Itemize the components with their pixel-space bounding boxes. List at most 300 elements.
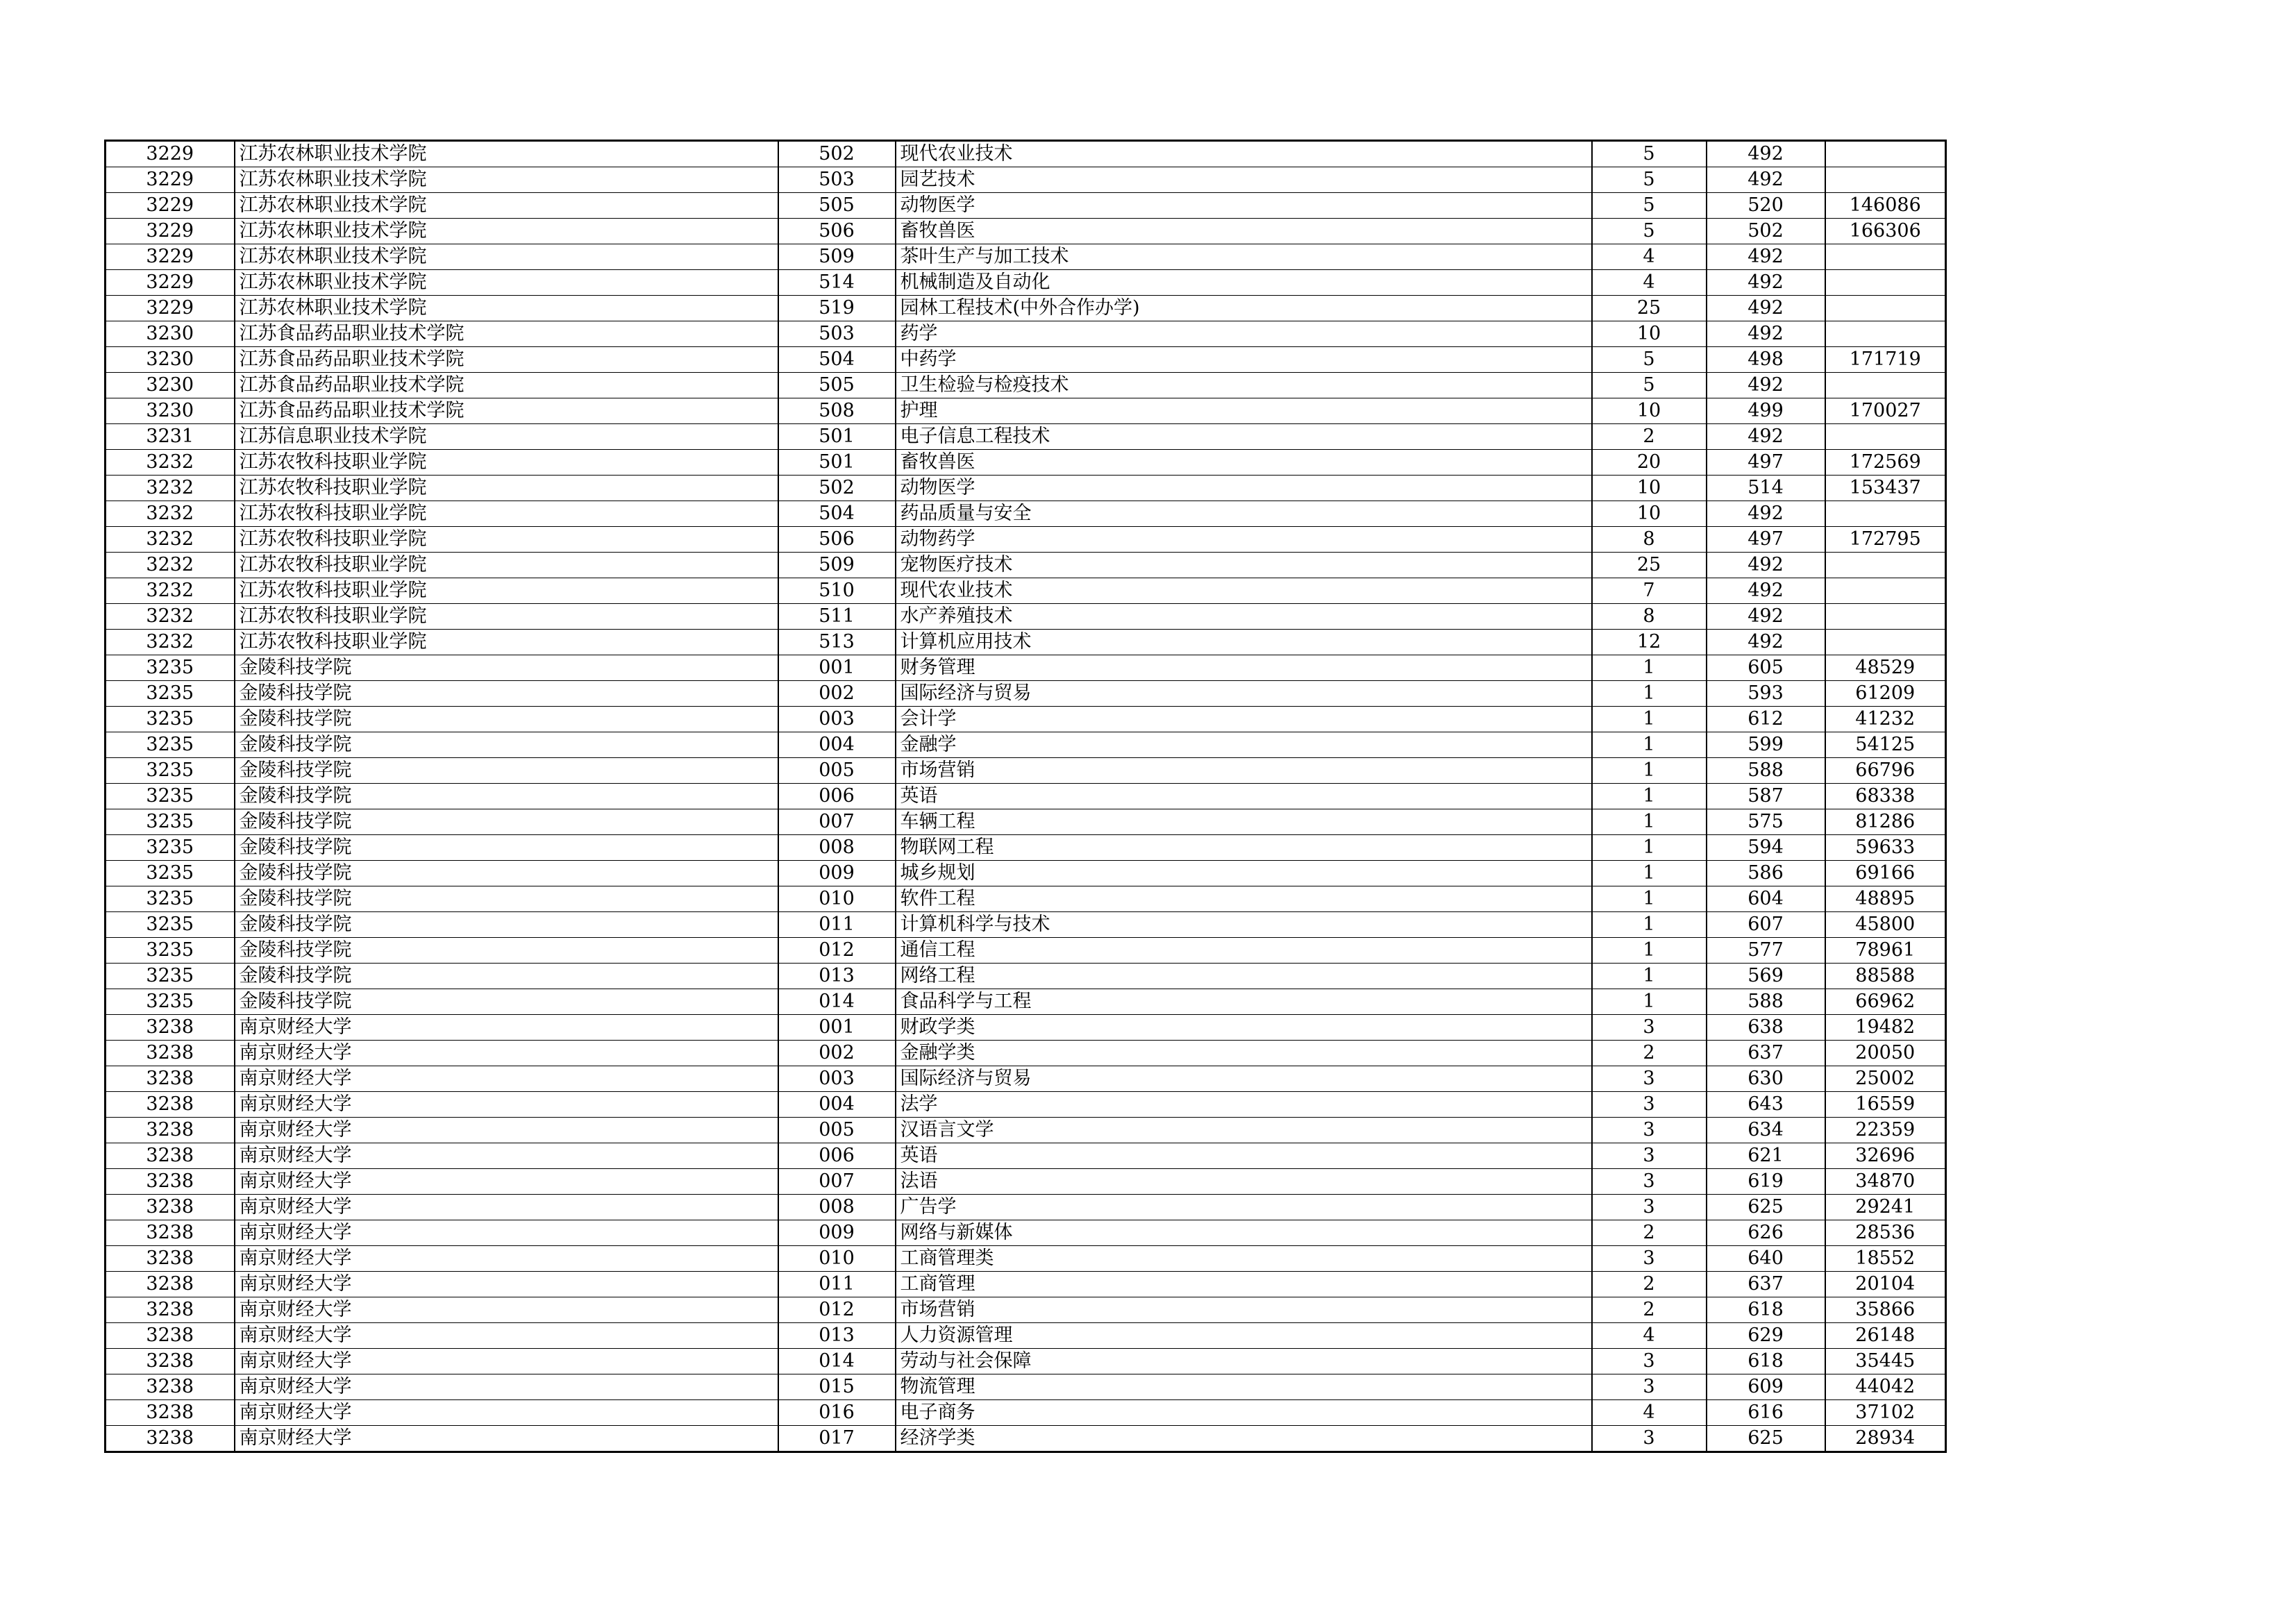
school-name-cell: 南京财经大学 — [235, 1015, 778, 1041]
table-row — [106, 347, 1946, 373]
rank-cell: 68338 — [1825, 784, 1946, 809]
major-name-cell: 工商管理类 — [896, 1246, 1592, 1272]
min-score-cell: 599 — [1707, 732, 1825, 758]
plan-count-cell: 5 — [1592, 167, 1707, 193]
school-code-cell: 3230 — [106, 373, 235, 398]
school-code-cell: 3238 — [106, 1246, 235, 1272]
min-score-cell: 618 — [1707, 1349, 1825, 1374]
rank-cell: 16559 — [1825, 1092, 1946, 1118]
major-name-cell: 金融学类 — [896, 1041, 1592, 1066]
major-code-cell: 519 — [778, 296, 896, 321]
school-code-cell: 3229 — [106, 219, 235, 244]
school-code-cell: 3238 — [106, 1272, 235, 1297]
rank-cell: 22359 — [1825, 1118, 1946, 1143]
min-score-cell: 499 — [1707, 398, 1825, 424]
school-code-cell: 3229 — [106, 193, 235, 219]
min-score-cell: 621 — [1707, 1143, 1825, 1169]
plan-count-cell: 20 — [1592, 450, 1707, 476]
plan-count-cell: 3 — [1592, 1092, 1707, 1118]
school-name-cell: 江苏农牧科技职业学院 — [235, 476, 778, 501]
plan-count-cell: 3 — [1592, 1246, 1707, 1272]
major-name-cell: 护理 — [896, 398, 1592, 424]
major-name-cell: 药品质量与安全 — [896, 501, 1592, 527]
school-name-cell: 江苏农牧科技职业学院 — [235, 450, 778, 476]
major-code-cell: 502 — [778, 476, 896, 501]
min-score-cell: 577 — [1707, 938, 1825, 964]
major-name-cell: 畜牧兽医 — [896, 450, 1592, 476]
school-name-cell: 南京财经大学 — [235, 1272, 778, 1297]
major-code-cell: 001 — [778, 655, 896, 681]
school-code-cell: 3238 — [106, 1066, 235, 1092]
table-row — [106, 424, 1946, 450]
min-score-cell: 634 — [1707, 1118, 1825, 1143]
rank-cell: 48529 — [1825, 655, 1946, 681]
rank-cell: 61209 — [1825, 681, 1946, 707]
plan-count-cell: 3 — [1592, 1118, 1707, 1143]
school-code-cell: 3238 — [106, 1400, 235, 1426]
school-code-cell: 3238 — [106, 1297, 235, 1323]
major-name-cell: 工商管理 — [896, 1272, 1592, 1297]
major-name-cell: 人力资源管理 — [896, 1323, 1592, 1349]
school-name-cell: 金陵科技学院 — [235, 964, 778, 989]
school-name-cell: 江苏农牧科技职业学院 — [235, 630, 778, 655]
school-name-cell: 江苏农林职业技术学院 — [235, 167, 778, 193]
plan-count-cell: 25 — [1592, 296, 1707, 321]
school-name-cell: 南京财经大学 — [235, 1246, 778, 1272]
plan-count-cell: 2 — [1592, 1272, 1707, 1297]
min-score-cell: 498 — [1707, 347, 1825, 373]
school-name-cell: 金陵科技学院 — [235, 707, 778, 732]
school-code-cell: 3232 — [106, 476, 235, 501]
table-row — [106, 527, 1946, 553]
min-score-cell: 492 — [1707, 553, 1825, 578]
plan-count-cell: 1 — [1592, 964, 1707, 989]
min-score-cell: 514 — [1707, 476, 1825, 501]
school-name-cell: 江苏农牧科技职业学院 — [235, 527, 778, 553]
school-code-cell: 3232 — [106, 450, 235, 476]
school-name-cell: 南京财经大学 — [235, 1195, 778, 1220]
school-code-cell: 3235 — [106, 758, 235, 784]
rank-cell: 171719 — [1825, 347, 1946, 373]
table-row — [106, 1041, 1946, 1066]
school-code-cell: 3229 — [106, 296, 235, 321]
major-name-cell: 动物医学 — [896, 193, 1592, 219]
table-row — [106, 861, 1946, 886]
table-row — [106, 989, 1946, 1015]
major-code-cell: 010 — [778, 886, 896, 912]
min-score-cell: 492 — [1707, 141, 1825, 167]
rank-cell: 18552 — [1825, 1246, 1946, 1272]
major-name-cell: 动物医学 — [896, 476, 1592, 501]
rank-cell: 170027 — [1825, 398, 1946, 424]
plan-count-cell: 5 — [1592, 193, 1707, 219]
min-score-cell: 625 — [1707, 1195, 1825, 1220]
rank-cell: 172569 — [1825, 450, 1946, 476]
school-name-cell: 南京财经大学 — [235, 1220, 778, 1246]
school-code-cell: 3235 — [106, 732, 235, 758]
school-code-cell: 3238 — [106, 1323, 235, 1349]
min-score-cell: 626 — [1707, 1220, 1825, 1246]
table-row — [106, 1400, 1946, 1426]
major-code-cell: 506 — [778, 527, 896, 553]
plan-count-cell: 1 — [1592, 809, 1707, 835]
min-score-cell: 586 — [1707, 861, 1825, 886]
major-code-cell: 017 — [778, 1426, 896, 1452]
plan-count-cell: 1 — [1592, 732, 1707, 758]
table-row — [106, 912, 1946, 938]
min-score-cell: 607 — [1707, 912, 1825, 938]
table-row — [106, 886, 1946, 912]
major-name-cell: 物流管理 — [896, 1374, 1592, 1400]
school-name-cell: 南京财经大学 — [235, 1426, 778, 1452]
plan-count-cell: 5 — [1592, 347, 1707, 373]
major-code-cell: 513 — [778, 630, 896, 655]
school-code-cell: 3235 — [106, 655, 235, 681]
school-code-cell: 3238 — [106, 1118, 235, 1143]
min-score-cell: 588 — [1707, 989, 1825, 1015]
min-score-cell: 587 — [1707, 784, 1825, 809]
table-row — [106, 681, 1946, 707]
school-name-cell: 南京财经大学 — [235, 1400, 778, 1426]
table-row — [106, 1195, 1946, 1220]
major-name-cell: 广告学 — [896, 1195, 1592, 1220]
plan-count-cell: 8 — [1592, 604, 1707, 630]
rank-cell: 78961 — [1825, 938, 1946, 964]
min-score-cell: 593 — [1707, 681, 1825, 707]
school-name-cell: 金陵科技学院 — [235, 835, 778, 861]
table-row — [106, 1323, 1946, 1349]
rank-cell: 172795 — [1825, 527, 1946, 553]
rank-cell: 48895 — [1825, 886, 1946, 912]
table-row — [106, 1169, 1946, 1195]
major-name-cell: 物联网工程 — [896, 835, 1592, 861]
plan-count-cell: 4 — [1592, 244, 1707, 270]
table-row — [106, 193, 1946, 219]
major-name-cell: 经济学类 — [896, 1426, 1592, 1452]
table-row — [106, 1374, 1946, 1400]
min-score-cell: 643 — [1707, 1092, 1825, 1118]
school-code-cell: 3235 — [106, 964, 235, 989]
rank-cell: 66796 — [1825, 758, 1946, 784]
school-code-cell: 3232 — [106, 501, 235, 527]
rank-cell: 35445 — [1825, 1349, 1946, 1374]
school-name-cell: 南京财经大学 — [235, 1118, 778, 1143]
table-row — [106, 219, 1946, 244]
min-score-cell: 492 — [1707, 373, 1825, 398]
school-code-cell: 3238 — [106, 1195, 235, 1220]
school-name-cell: 南京财经大学 — [235, 1349, 778, 1374]
school-code-cell: 3238 — [106, 1169, 235, 1195]
rank-cell — [1825, 296, 1946, 321]
table-row — [106, 1349, 1946, 1374]
major-code-cell: 510 — [778, 578, 896, 604]
school-code-cell: 3235 — [106, 707, 235, 732]
major-code-cell: 505 — [778, 373, 896, 398]
min-score-cell: 497 — [1707, 450, 1825, 476]
major-name-cell: 法语 — [896, 1169, 1592, 1195]
min-score-cell: 520 — [1707, 193, 1825, 219]
min-score-cell: 497 — [1707, 527, 1825, 553]
plan-count-cell: 3 — [1592, 1349, 1707, 1374]
rank-cell: 45800 — [1825, 912, 1946, 938]
school-name-cell: 南京财经大学 — [235, 1374, 778, 1400]
table-row — [106, 964, 1946, 989]
plan-count-cell: 1 — [1592, 886, 1707, 912]
major-code-cell: 506 — [778, 219, 896, 244]
rank-cell: 28536 — [1825, 1220, 1946, 1246]
school-name-cell: 金陵科技学院 — [235, 758, 778, 784]
rank-cell: 44042 — [1825, 1374, 1946, 1400]
rank-cell — [1825, 373, 1946, 398]
min-score-cell: 492 — [1707, 321, 1825, 347]
school-code-cell: 3238 — [106, 1349, 235, 1374]
school-name-cell: 江苏食品药品职业技术学院 — [235, 398, 778, 424]
major-code-cell: 005 — [778, 758, 896, 784]
min-score-cell: 502 — [1707, 219, 1825, 244]
plan-count-cell: 3 — [1592, 1169, 1707, 1195]
school-name-cell: 金陵科技学院 — [235, 861, 778, 886]
admission-table — [104, 140, 1947, 1453]
major-code-cell: 003 — [778, 1066, 896, 1092]
rank-cell: 59633 — [1825, 835, 1946, 861]
table-row — [106, 655, 1946, 681]
rank-cell: 32696 — [1825, 1143, 1946, 1169]
school-name-cell: 江苏信息职业技术学院 — [235, 424, 778, 450]
rank-cell — [1825, 604, 1946, 630]
rank-cell: 153437 — [1825, 476, 1946, 501]
school-code-cell: 3231 — [106, 424, 235, 450]
rank-cell — [1825, 270, 1946, 296]
table-row — [106, 630, 1946, 655]
rank-cell — [1825, 321, 1946, 347]
school-code-cell: 3235 — [106, 912, 235, 938]
table-row — [106, 809, 1946, 835]
min-score-cell: 638 — [1707, 1015, 1825, 1041]
min-score-cell: 630 — [1707, 1066, 1825, 1092]
rank-cell: 26148 — [1825, 1323, 1946, 1349]
min-score-cell: 575 — [1707, 809, 1825, 835]
major-name-cell: 电子商务 — [896, 1400, 1592, 1426]
major-code-cell: 015 — [778, 1374, 896, 1400]
major-code-cell: 009 — [778, 861, 896, 886]
major-code-cell: 502 — [778, 141, 896, 167]
table-row — [106, 1118, 1946, 1143]
major-name-cell: 园艺技术 — [896, 167, 1592, 193]
table-row — [106, 938, 1946, 964]
major-code-cell: 509 — [778, 553, 896, 578]
plan-count-cell: 2 — [1592, 1297, 1707, 1323]
plan-count-cell: 1 — [1592, 912, 1707, 938]
min-score-cell: 640 — [1707, 1246, 1825, 1272]
table-row — [106, 732, 1946, 758]
school-name-cell: 江苏农林职业技术学院 — [235, 244, 778, 270]
school-code-cell: 3230 — [106, 347, 235, 373]
plan-count-cell: 3 — [1592, 1426, 1707, 1452]
major-name-cell: 法学 — [896, 1092, 1592, 1118]
table-row — [106, 578, 1946, 604]
min-score-cell: 594 — [1707, 835, 1825, 861]
major-name-cell: 网络与新媒体 — [896, 1220, 1592, 1246]
table-row — [106, 784, 1946, 809]
major-name-cell: 机械制造及自动化 — [896, 270, 1592, 296]
plan-count-cell: 2 — [1592, 1220, 1707, 1246]
major-code-cell: 006 — [778, 784, 896, 809]
table-row — [106, 244, 1946, 270]
min-score-cell: 605 — [1707, 655, 1825, 681]
major-code-cell: 011 — [778, 1272, 896, 1297]
plan-count-cell: 4 — [1592, 1400, 1707, 1426]
plan-count-cell: 1 — [1592, 784, 1707, 809]
table-row — [106, 141, 1946, 167]
major-code-cell: 007 — [778, 1169, 896, 1195]
major-name-cell: 计算机应用技术 — [896, 630, 1592, 655]
major-name-cell: 金融学 — [896, 732, 1592, 758]
plan-count-cell: 3 — [1592, 1015, 1707, 1041]
school-code-cell: 3230 — [106, 321, 235, 347]
table-row — [106, 1246, 1946, 1272]
major-name-cell: 财务管理 — [896, 655, 1592, 681]
major-code-cell: 013 — [778, 1323, 896, 1349]
school-code-cell: 3229 — [106, 244, 235, 270]
min-score-cell: 492 — [1707, 296, 1825, 321]
table-row — [106, 296, 1946, 321]
major-name-cell: 城乡规划 — [896, 861, 1592, 886]
school-name-cell: 江苏农林职业技术学院 — [235, 193, 778, 219]
rank-cell: 66962 — [1825, 989, 1946, 1015]
min-score-cell: 616 — [1707, 1400, 1825, 1426]
major-name-cell: 财政学类 — [896, 1015, 1592, 1041]
major-code-cell: 005 — [778, 1118, 896, 1143]
major-code-cell: 504 — [778, 347, 896, 373]
table-row — [106, 604, 1946, 630]
table-row — [106, 1297, 1946, 1323]
school-code-cell: 3232 — [106, 630, 235, 655]
major-code-cell: 514 — [778, 270, 896, 296]
school-name-cell: 金陵科技学院 — [235, 809, 778, 835]
major-name-cell: 现代农业技术 — [896, 141, 1592, 167]
rank-cell: 29241 — [1825, 1195, 1946, 1220]
major-name-cell: 网络工程 — [896, 964, 1592, 989]
school-name-cell: 江苏农牧科技职业学院 — [235, 578, 778, 604]
table-row — [106, 758, 1946, 784]
plan-count-cell: 2 — [1592, 424, 1707, 450]
plan-count-cell: 5 — [1592, 219, 1707, 244]
min-score-cell: 637 — [1707, 1041, 1825, 1066]
plan-count-cell: 2 — [1592, 1041, 1707, 1066]
min-score-cell: 619 — [1707, 1169, 1825, 1195]
major-name-cell: 中药学 — [896, 347, 1592, 373]
school-code-cell: 3230 — [106, 398, 235, 424]
major-name-cell: 国际经济与贸易 — [896, 681, 1592, 707]
plan-count-cell: 1 — [1592, 681, 1707, 707]
table-row — [106, 1015, 1946, 1041]
major-code-cell: 004 — [778, 732, 896, 758]
school-name-cell: 江苏农牧科技职业学院 — [235, 553, 778, 578]
min-score-cell: 629 — [1707, 1323, 1825, 1349]
plan-count-cell: 10 — [1592, 476, 1707, 501]
major-name-cell: 英语 — [896, 784, 1592, 809]
school-name-cell: 江苏农林职业技术学院 — [235, 219, 778, 244]
min-score-cell: 492 — [1707, 424, 1825, 450]
plan-count-cell: 25 — [1592, 553, 1707, 578]
major-code-cell: 016 — [778, 1400, 896, 1426]
plan-count-cell: 7 — [1592, 578, 1707, 604]
plan-count-cell: 1 — [1592, 989, 1707, 1015]
rank-cell: 54125 — [1825, 732, 1946, 758]
school-code-cell: 3238 — [106, 1374, 235, 1400]
major-name-cell: 药学 — [896, 321, 1592, 347]
school-name-cell: 金陵科技学院 — [235, 886, 778, 912]
table-row — [106, 321, 1946, 347]
min-score-cell: 492 — [1707, 630, 1825, 655]
major-name-cell: 宠物医疗技术 — [896, 553, 1592, 578]
major-name-cell: 水产养殖技术 — [896, 604, 1592, 630]
major-name-cell: 通信工程 — [896, 938, 1592, 964]
school-code-cell: 3229 — [106, 167, 235, 193]
plan-count-cell: 4 — [1592, 270, 1707, 296]
school-code-cell: 3232 — [106, 553, 235, 578]
major-name-cell: 会计学 — [896, 707, 1592, 732]
table-row — [106, 398, 1946, 424]
rank-cell — [1825, 424, 1946, 450]
table-row — [106, 476, 1946, 501]
school-code-cell: 3235 — [106, 938, 235, 964]
major-name-cell: 劳动与社会保障 — [896, 1349, 1592, 1374]
rank-cell: 25002 — [1825, 1066, 1946, 1092]
plan-count-cell: 3 — [1592, 1374, 1707, 1400]
min-score-cell: 637 — [1707, 1272, 1825, 1297]
min-score-cell: 492 — [1707, 501, 1825, 527]
rank-cell — [1825, 244, 1946, 270]
plan-count-cell: 10 — [1592, 501, 1707, 527]
min-score-cell: 612 — [1707, 707, 1825, 732]
major-code-cell: 003 — [778, 707, 896, 732]
school-code-cell: 3238 — [106, 1143, 235, 1169]
major-code-cell: 501 — [778, 450, 896, 476]
plan-count-cell: 1 — [1592, 861, 1707, 886]
school-name-cell: 金陵科技学院 — [235, 732, 778, 758]
plan-count-cell: 10 — [1592, 398, 1707, 424]
min-score-cell: 492 — [1707, 578, 1825, 604]
school-code-cell: 3235 — [106, 886, 235, 912]
table-row — [106, 270, 1946, 296]
table-row — [106, 450, 1946, 476]
school-name-cell: 南京财经大学 — [235, 1092, 778, 1118]
school-code-cell: 3232 — [106, 578, 235, 604]
major-code-cell: 504 — [778, 501, 896, 527]
school-code-cell: 3229 — [106, 141, 235, 167]
school-code-cell: 3232 — [106, 604, 235, 630]
major-code-cell: 004 — [778, 1092, 896, 1118]
school-code-cell: 3235 — [106, 989, 235, 1015]
rank-cell — [1825, 630, 1946, 655]
major-name-cell: 电子信息工程技术 — [896, 424, 1592, 450]
rank-cell: 35866 — [1825, 1297, 1946, 1323]
school-name-cell: 江苏食品药品职业技术学院 — [235, 373, 778, 398]
school-code-cell: 3238 — [106, 1220, 235, 1246]
min-score-cell: 492 — [1707, 167, 1825, 193]
major-code-cell: 503 — [778, 167, 896, 193]
school-code-cell: 3238 — [106, 1015, 235, 1041]
major-name-cell: 现代农业技术 — [896, 578, 1592, 604]
table-row — [106, 501, 1946, 527]
major-code-cell: 501 — [778, 424, 896, 450]
school-code-cell: 3235 — [106, 809, 235, 835]
major-name-cell: 英语 — [896, 1143, 1592, 1169]
table-row — [106, 1272, 1946, 1297]
min-score-cell: 609 — [1707, 1374, 1825, 1400]
min-score-cell: 492 — [1707, 270, 1825, 296]
